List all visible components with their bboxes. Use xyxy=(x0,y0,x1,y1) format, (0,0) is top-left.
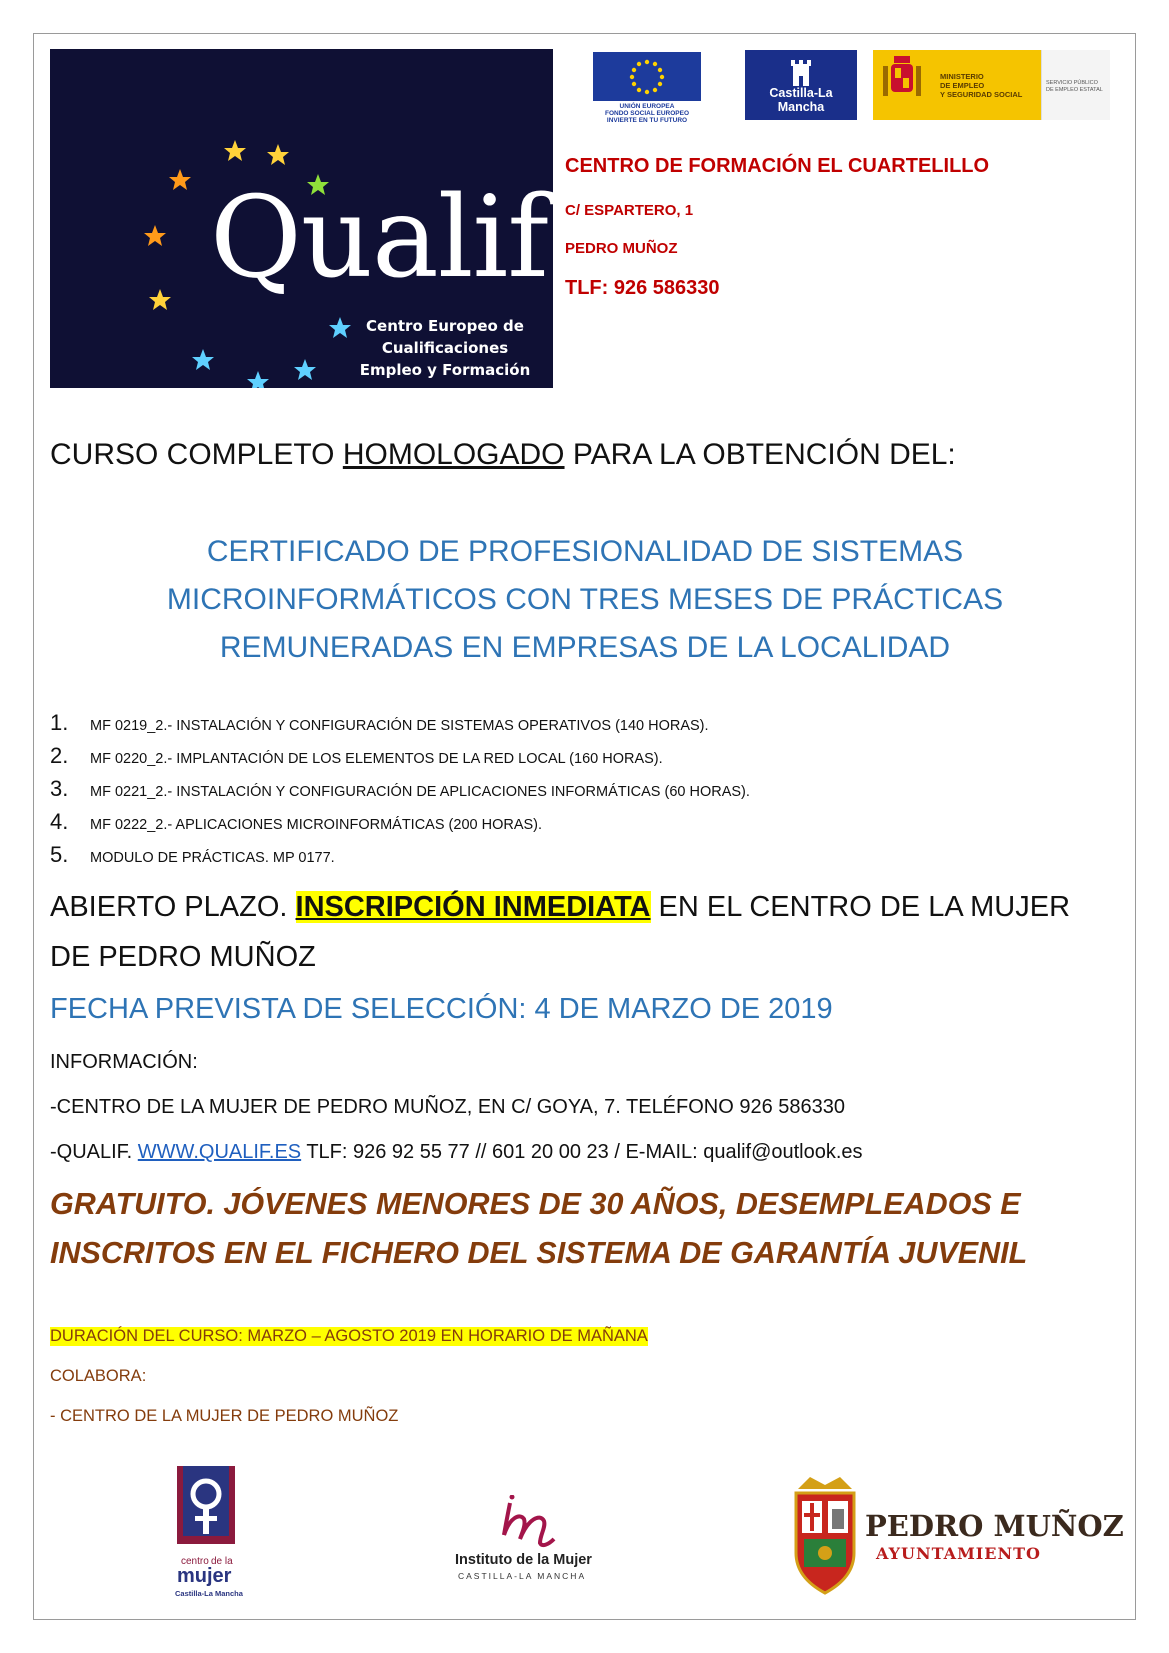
course-heading: CURSO COMPLETO HOMOLOGADO PARA LA OBTENCIÓN DEL: xyxy=(50,438,956,471)
homologado-text: HOMOLOGADO xyxy=(342,438,565,471)
eu-caption: UNIÓN EUROPEA FONDO SOCIAL EUROPEO INVIERTE EN TU FUTURO xyxy=(604,103,690,124)
centro-mujer-logo xyxy=(175,1466,245,1601)
immediate-registration-highlight: INSCRIPCIÓN INMEDIATA xyxy=(295,891,651,923)
eu-flag-icon xyxy=(593,52,701,101)
coat-of-arms-icon xyxy=(873,50,933,120)
eligibility-notice: GRATUITO. JÓVENES MENORES DE 30 AÑOS, DESEMPLEADOS E INSCRITOS EN EL FICHERO DEL SISTEMA DE GARANTÍA JUVENIL xyxy=(50,1187,1028,1270)
collaborators-label: COLABORA: xyxy=(50,1367,147,1385)
center-phone: TLF: 926 586330 xyxy=(565,277,720,299)
pedro-munoz-logo: PEDRO MUÑOZ AYUNTAMIENTO xyxy=(790,1473,1090,1598)
info-line-centro: -CENTRO DE LA MUJER DE PEDRO MUÑOZ, EN C/ GOYA, 7. TELÉFONO 926 586330 xyxy=(50,1096,846,1118)
shield-crest-icon xyxy=(790,1473,860,1598)
course-duration: DURACIÓN DEL CURSO: MARZO – AGOSTO 2019 EN HORARIO DE MAÑANA xyxy=(50,1327,648,1345)
qualif-brand: Qualif xyxy=(210,173,548,303)
collaborator-item: - CENTRO DE LA MUJER DE PEDRO MUÑOZ xyxy=(50,1407,399,1425)
registration-notice: ABIERTO PLAZO. INSCRIPCIÓN INMEDIATA EN EL CENTRO DE LA MUJER DE PEDRO MUÑOZ xyxy=(50,891,1071,973)
letter-m-icon xyxy=(450,1495,625,1555)
eu-logo xyxy=(593,52,701,124)
list-item: 5. MODULO DE PRÁCTICAS. MP 0177. xyxy=(50,842,335,867)
castilla-la-mancha-logo: Castilla-La Mancha xyxy=(745,50,857,120)
svg-text:centro: centro xyxy=(181,1556,209,1567)
selection-date: FECHA PREVISTA DE SELECCIÓN: 4 DE MARZO DE 2019 xyxy=(50,993,833,1025)
svg-text:de la: de la xyxy=(211,1556,233,1567)
svg-text:Castilla-La Mancha: Castilla-La Mancha xyxy=(175,1589,243,1598)
instituto-mujer-logo: Instituto de la Mujer CASTILLA-LA MANCHA xyxy=(450,1495,625,1590)
list-item: 2. MF 0220_2.- IMPLANTACIÓN DE LOS ELEMENTOS DE LA RED LOCAL (160 HORAS). xyxy=(50,743,663,768)
ministerio-logo xyxy=(873,50,1041,120)
info-title: INFORMACIÓN: xyxy=(50,1051,198,1073)
qualif-logo xyxy=(50,49,553,388)
modules-list xyxy=(50,706,750,871)
center-address: C/ ESPARTERO, 1 xyxy=(565,202,694,219)
certificate-title: CERTIFICADO DE PROFESIONALIDAD DE SISTEMAS MICROINFORMÁTICOS CON TRES MESES DE PRÁCTICAS REMUNERADAS EN EMPRESAS DE LA LOCALIDAD xyxy=(166,535,1004,664)
svg-text:mujer: mujer xyxy=(177,1565,232,1587)
qualif-subtitle: Centro Europeo de Cualificaciones Empleo y Formación xyxy=(359,317,531,379)
info-line-qualif: -QUALIF. WWW.QUALIF.ES TLF: 926 92 55 77 // 601 20 00 23 / E-MAIL: qualif@outlook.es xyxy=(50,1141,863,1163)
center-name: CENTRO DE FORMACIÓN EL CUARTELILLO xyxy=(565,155,990,177)
list-item: 1. MF 0219_2.- INSTALACIÓN Y CONFIGURACIÓN DE SISTEMAS OPERATIVOS (140 HORAS). xyxy=(50,710,709,735)
qualif-website-link[interactable]: WWW.QUALIF.ES xyxy=(137,1141,302,1163)
center-town: PEDRO MUÑOZ xyxy=(565,240,678,257)
ministerio-text: MINISTERIO DE EMPLEO Y SEGURIDAD SOCIAL xyxy=(940,72,1023,99)
venus-symbol-icon xyxy=(175,1466,245,1601)
sepe-logo: SERVICIO PÚBLICO DE EMPLEO ESTATAL xyxy=(1041,50,1110,120)
list-item: 4. MF 0222_2.- APLICACIONES MICROINFORMÁTICAS (200 HORAS). xyxy=(50,809,543,834)
list-item: 3. MF 0221_2.- INSTALACIÓN Y CONFIGURACIÓN DE APLICACIONES INFORMÁTICAS (60 HORAS). xyxy=(50,776,750,801)
